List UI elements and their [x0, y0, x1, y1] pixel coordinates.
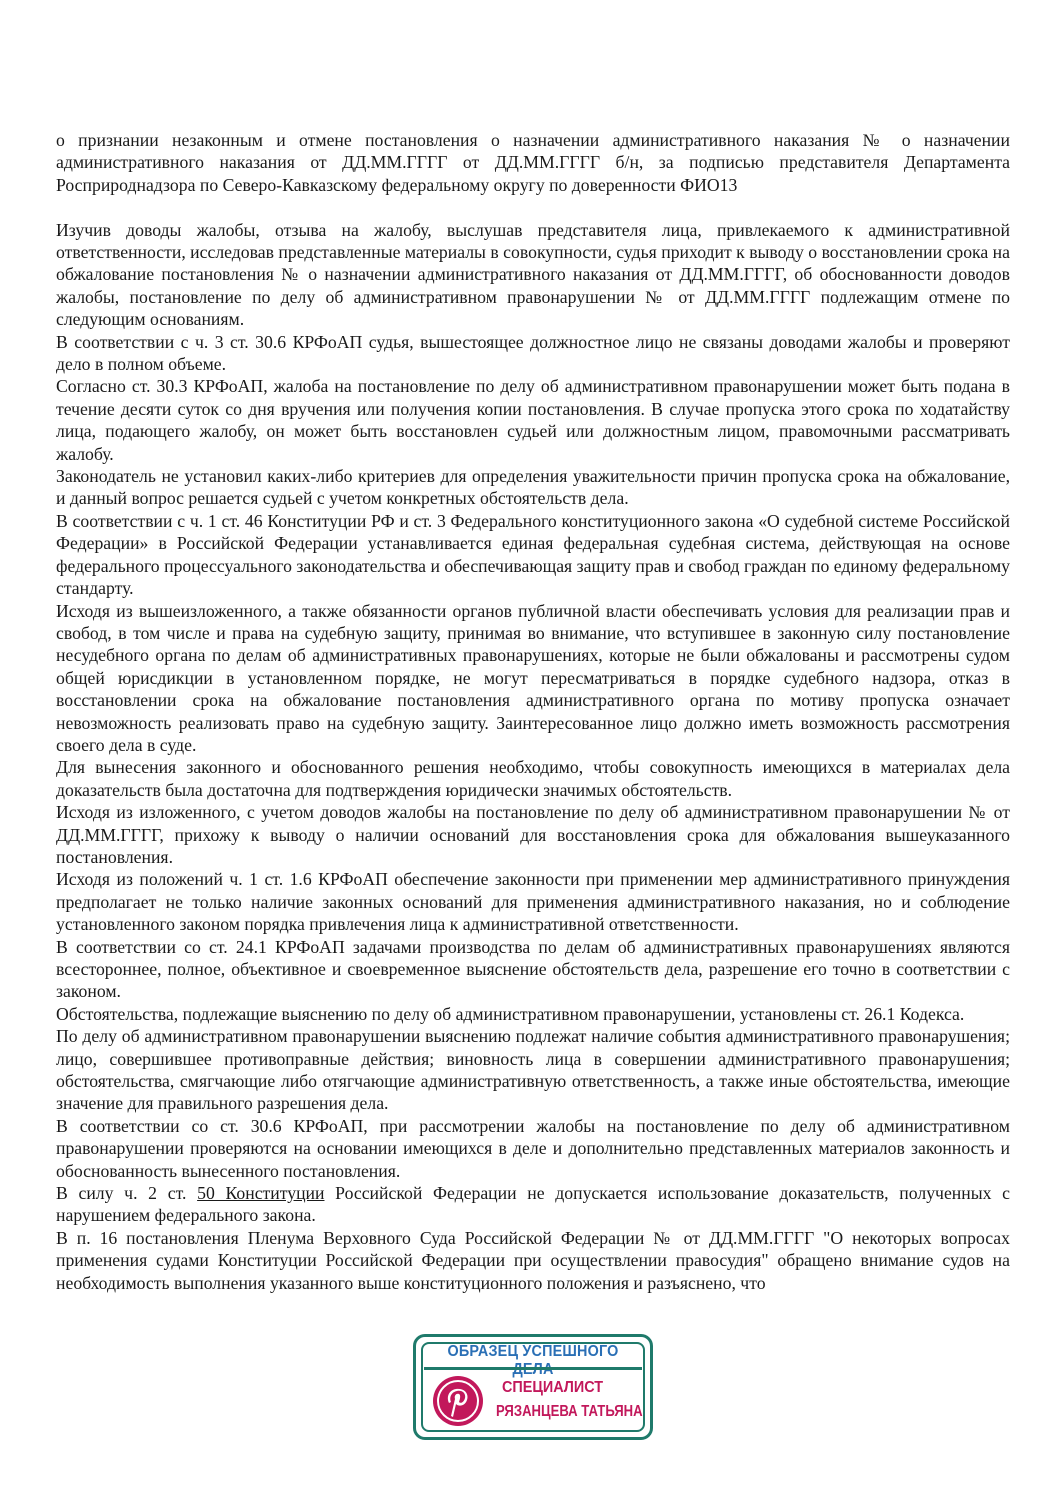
paragraph: Согласно ст. 30.3 КРФоАП, жалоба на постановление по делу об административном правонарушении может быть подана в течение десяти суток со дня вручения или получения копии постановления. В случае пропуска этого срока по ходатайству лица, подающего жалобу, он может быть восстановлен судьей или должностным лицом, правомочными рассматривать жалобу.: [56, 376, 1010, 464]
paragraph: Исходя из изложенного, с учетом доводов жалобы на постановление по делу об административном правонарушении № от ДД.ММ.ГГГГ, прихожу к выводу о наличии оснований для восстановления срока для обжалования вышеуказанного постановления.: [56, 802, 1010, 867]
document-body: [56, 129, 1010, 1294]
paragraph: В соответствии с ч. 3 ст. 30.6 КРФоАП судья, вышестоящее должностное лицо не связаны доводами жалобы и проверяют дело в полном объеме.: [56, 331, 1010, 375]
paragraph: Изучив доводы жалобы, отзыва на жалобу, выслушав представителя лица, привлекаемого к административной ответственности, исследовав представленные материалы в совокупности, судья приходит к выводу о восстановлении срока на обжалование постановления № о назначении административного наказания от ДД.ММ.ГГГГ, об обоснованности доводов жалобы, постановление по делу об административном правонарушении № от ДД.ММ.ГГГГ подлежащим отмене по следующим основаниям.: [56, 219, 1010, 330]
paragraph-intro: о признании незаконным и отмене постановления о назначении административного наказания № о назначении административного наказания от ДД.ММ.ГГГГ от ДД.ММ.ГГГГ б/н, за подписью представителя Департамента Росприроднадзора по Северо-Кавказскому федеральному округу по доверенности ФИО13: [56, 130, 1010, 195]
paragraph: Исходя из положений ч. 1 ст. 1.6 КРФоАП обеспечение законности при применении мер административного принуждения предполагает не только наличие законных оснований для применения административного наказания, но и соблюдение установленного законом порядка привлечения лица к административной ответственности.: [56, 869, 1010, 935]
pinterest-icon: [432, 1375, 484, 1427]
paragraph: Исходя из вышеизложенного, а также обязанности органов публичной власти обеспечивать условия для реализации прав и свобод, в том числе и права на судебную защиту, принимая во внимание, что вступившее в законную силу постановление несудебного органа по делам об административных правонарушениях, которые не были обжалованы и рассмотрены судом общей юрисдикции в установленном порядке, не могут пересматриваться в порядке судебного надзора, отказ в восстановлении срока на обжалование постановления административного органа по мотиву пропуска означает невозможность реализовать право на судебную защиту. Заинтересованное лицо должно иметь возможность рассмотрения своего дела в суде.: [56, 600, 1010, 755]
stamp-name: РЯЗАНЦЕВА ТАТЬЯНА: [496, 1403, 643, 1420]
paragraph-gap: [56, 196, 1010, 218]
art50-text-before: В силу ч. 2 ст.: [56, 1183, 198, 1204]
paragraph: Законодатель не установил каких-либо критериев для определения уважительности причин пропуска срока на обжалование, и данный вопрос решается судьей с учетом конкретных обстоятельств дела.: [56, 466, 1010, 509]
constitution-art50-link[interactable]: 50 Конституции: [197, 1183, 325, 1204]
paragraph: В соответствии со ст. 30.6 КРФоАП, при рассмотрении жалобы на постановление по делу об административном правонарушении проверяются на основании имеющихся в деле и дополнительно представленных материалов законность и обоснованность вынесенного постановления.: [56, 1115, 1010, 1181]
paragraph: Обстоятельства, подлежащие выяснению по делу об административном правонарушении, установлены ст. 26.1 Кодекса.: [56, 1003, 965, 1024]
paragraph-last: В п. 16 постановления Пленума Верховного Суда Российской Федерации № от ДД.ММ.ГГГГ "О некоторых вопросах применения судами Конституции Российской Федерации при осуществлении правосудия" обращено внимание судов на необходимость выполнения указанного выше конституционного положения и разъяснено, что: [56, 1227, 1010, 1293]
paragraph: По делу об административном правонарушении выяснению подлежат наличие события административного правонарушения; лицо, совершившее противоправные действия; виновность лица в совершении административного правонарушения; обстоятельства, смягчающие либо отягчающие административную ответственность, а также иные обстоятельства, имеющие значение для правильного разрешения дела.: [56, 1026, 1010, 1114]
success-case-stamp: [413, 1334, 653, 1440]
stamp-specialist: СПЕЦИАЛИСТ: [502, 1379, 604, 1396]
stamp-divider: [424, 1367, 642, 1370]
stamp-title: ОБРАЗЕЦ УСПЕШНОГО: [447, 1343, 619, 1360]
paragraph: Для вынесения законного и обоснованного решения необходимо, чтобы совокупность имеющихся в материалах дела доказательств была достаточна для подтверждения юридически значимых обстоятельств.: [56, 757, 1010, 800]
paragraph: В соответствии со ст. 24.1 КРФоАП задачами производства по делам об административных правонарушениях являются всестороннее, полное, объективное и своевременное выяснение обстоятельств дела, разрешение его точно в соответствии с законом.: [56, 936, 1010, 1002]
paragraph: В соответствии с ч. 1 ст. 46 Конституции РФ и ст. 3 Федерального конституционного закона «О судебной системе Российской Федерации» в Российской Федерации устанавливается единая федеральная судебная система, действующая на основе федерального процессуального законодательства и обеспечивающая защиту прав и свобод граждан по единому федеральному стандарту.: [56, 510, 1010, 599]
art50-text-after: Российской Федерации не допускается использование доказательств, полученных с нарушением федерального закона.: [56, 1183, 1010, 1226]
paragraph-art50: [56, 1182, 1010, 1227]
